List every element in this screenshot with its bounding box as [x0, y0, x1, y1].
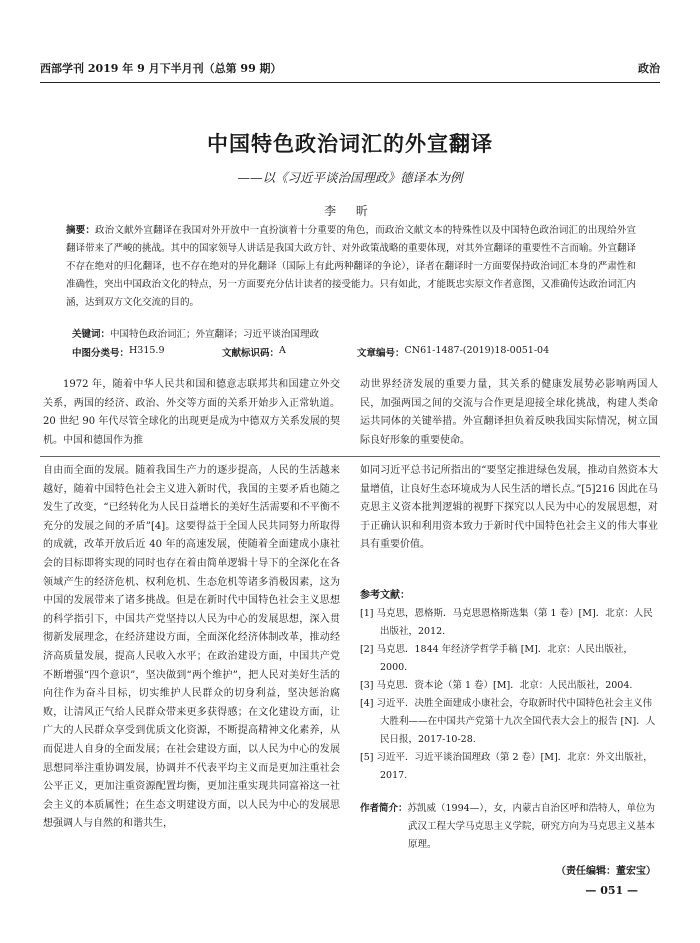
editor-note: （责任编辑：董宏宝） — [556, 866, 656, 877]
references — [360, 586, 658, 785]
running-header — [40, 60, 660, 80]
reference-item: [2] 马克思．1844 年经济学哲学手稿 [M]．北京：人民出版社，2000. — [360, 644, 633, 673]
section-divider — [40, 456, 660, 457]
article-author: 李 昕 — [324, 204, 376, 218]
abstract-label: 摘要： — [66, 225, 95, 236]
body-right-bottom: 如同习近平总书记所指出的“要坚定推进绿色发展，推动自然资本大量增值，让良好生态环境成为人民生活的增长点。”[5]216 因此在马克思主义资本批判逻辑的视野下探究以人民为中心的发展思想，对于正确认识和利用资本致力于新时代中国特色社会主义的伟大事业具有重要价值。 — [360, 465, 658, 551]
article-subtitle: ——以《习近平谈治国理政》德译本为例 — [237, 170, 463, 185]
keywords — [72, 327, 632, 343]
clc-label: 中图分类号： — [72, 348, 130, 359]
body-left-bottom: 自由而全面的发展。随着我国生产力的逐步提高，人民的生活越来越好，随着中国特色社会主义进入新时代，我国的主要矛盾也随之发生了改变，“已经转化为人民日益增长的美好生活需要和不平衡不充分的发展之间的矛盾”[4]。这要得益于全国人民共同努力所取得的成就，改革开放后近 40 年的高速发展，使随着全面建成小康社会的目标即将实现的同时也存在着由简单逻辑十导下的全深化在各领域产生的经济危机、权利危机、生态危机等诸多消极因素，这为中国的发展带来了诸多挑战。但是在新时代中国特色社会主义思想的科学指引下，中国共产党坚持以人民为中心的发展思想，深入贯彻新发展理念，在经济建设方面，全面深化经济体制改革，推动经济高质量发展，提高人民收入水平；在政治建设方面，中国共产党不断增强“四个意识”，坚决做到“两个维护”，把人民对美好生活的向往作为奋斗目标，切实维护人民群众的切身利益，坚决惩治腐败，让清风正气给人民群众带来更多获得感；在文化建设方面，让广大的人民群众享受到优质文化资源，不断提高精神文化素养，从而促进人自身的全面发展；在社会建设方面，以人民为中心的发展思想同举注重协调发展，协调并不代表平均主义而是更加注重社会公平正义，更加注重资源配置均衡，更加注重实现共同富裕这一社会主义的本质属性；在生态文明建设方面，以人民为中心的发展思想强调人与自然的和谐共生， — [43, 465, 340, 830]
header-rule — [40, 82, 660, 83]
author-bio — [360, 800, 658, 854]
article-number-label: 文章编号： — [357, 348, 405, 359]
doc-code-value: A — [279, 345, 286, 356]
keywords-text: 中国特色政治词汇；外宣翻译；习近平谈治国理政 — [110, 329, 320, 340]
page-number: — 051 — — [585, 884, 638, 897]
clc-field — [72, 345, 165, 359]
reference-item: [4] 习近平．决胜全面建成小康社会，夺取新时代中国特色社会主义伟大胜利——在中国共产党第十九次全国代表大会上的报告 [N]．人民日报，2017-10-28. — [360, 698, 656, 745]
bio-label: 作者简介： — [360, 803, 408, 814]
bio-text: 苏凯威（1994—），女，内蒙古自治区呼和浩特人，单位为武汉工程大学马克思主义学院，研究方向为马克思主义基本原理。 — [407, 803, 656, 850]
reference-item: [3] 马克思．资本论（第 1 卷）[M]．北京：人民出版社，2004. — [360, 680, 633, 691]
section-label: 政治 — [638, 62, 660, 75]
journal-info: 西部学刊 2019 年 9 月下半月刊（总第 99 期） — [40, 62, 282, 75]
doc-code-field — [222, 345, 286, 359]
keywords-label: 关键词： — [72, 329, 111, 340]
abstract-text: 政治文献外宣翻译在我国对外开放中一直扮演着十分重要的角色，而政治文献文本的特殊性以及中国特色政治词汇的出现给外宣翻译带来了严峻的挑战。其中的国家领导人讲话是我国大政方针、对外政策战略的重要体现，对其外宣翻译的重要性不言而喻。外宣翻译不存在绝对的归化翻译，也不存在绝对的异化翻译（国际上有此两种翻译的争论），译者在翻译时一方面要保持政治词汇本身的严肃性和准确性，突出中国政治文化的特点，另一方面要充分估计读者的接受能力。只有如此，才能既忠实原文作者意图，又准确传达政治词汇内涵，达到双方文化交流的目的。 — [66, 225, 637, 308]
classification-line — [72, 345, 642, 361]
article-number-field — [357, 345, 550, 359]
abstract — [66, 222, 636, 312]
article-number-value: CN61-1487-(2019)18-0051-04 — [404, 345, 550, 356]
body-right-top: 动世界经济发展的重要力量，其关系的健康发展势必影响两国人民，加强两国之间的交流与合作更是迎接全球化挑战，构建人类命运共同体的关键举措。外宣翻译担负着反映我国实际情况，树立国际良好形象的重要使命。 — [360, 379, 658, 446]
body-left-top: 1972 年，随着中华人民共和国和德意志联邦共和国建立外交关系，两国的经济、政治、外交等方面的关系开始步入正常轨道。20 世纪 90 年代尽管全球化的出现更是成为中德双方关系发展的契机。中国和德国作为推 — [43, 379, 340, 446]
doc-code-label: 文献标识码： — [222, 348, 280, 359]
references-heading: 参考文献： — [360, 590, 410, 601]
reference-item: [5] 习近平．习近平谈治国理政（第 2 卷）[M]．北京：外文出版社，2017. — [360, 752, 653, 781]
clc-value: H315.9 — [129, 345, 165, 356]
article-title: 中国特色政治词汇的外宣翻译 — [207, 131, 493, 156]
reference-item: [1] 马克思，恩格斯．马克思恩格斯选集（第 1 卷）[M]．北京：人民出版社，2012. — [360, 608, 653, 637]
